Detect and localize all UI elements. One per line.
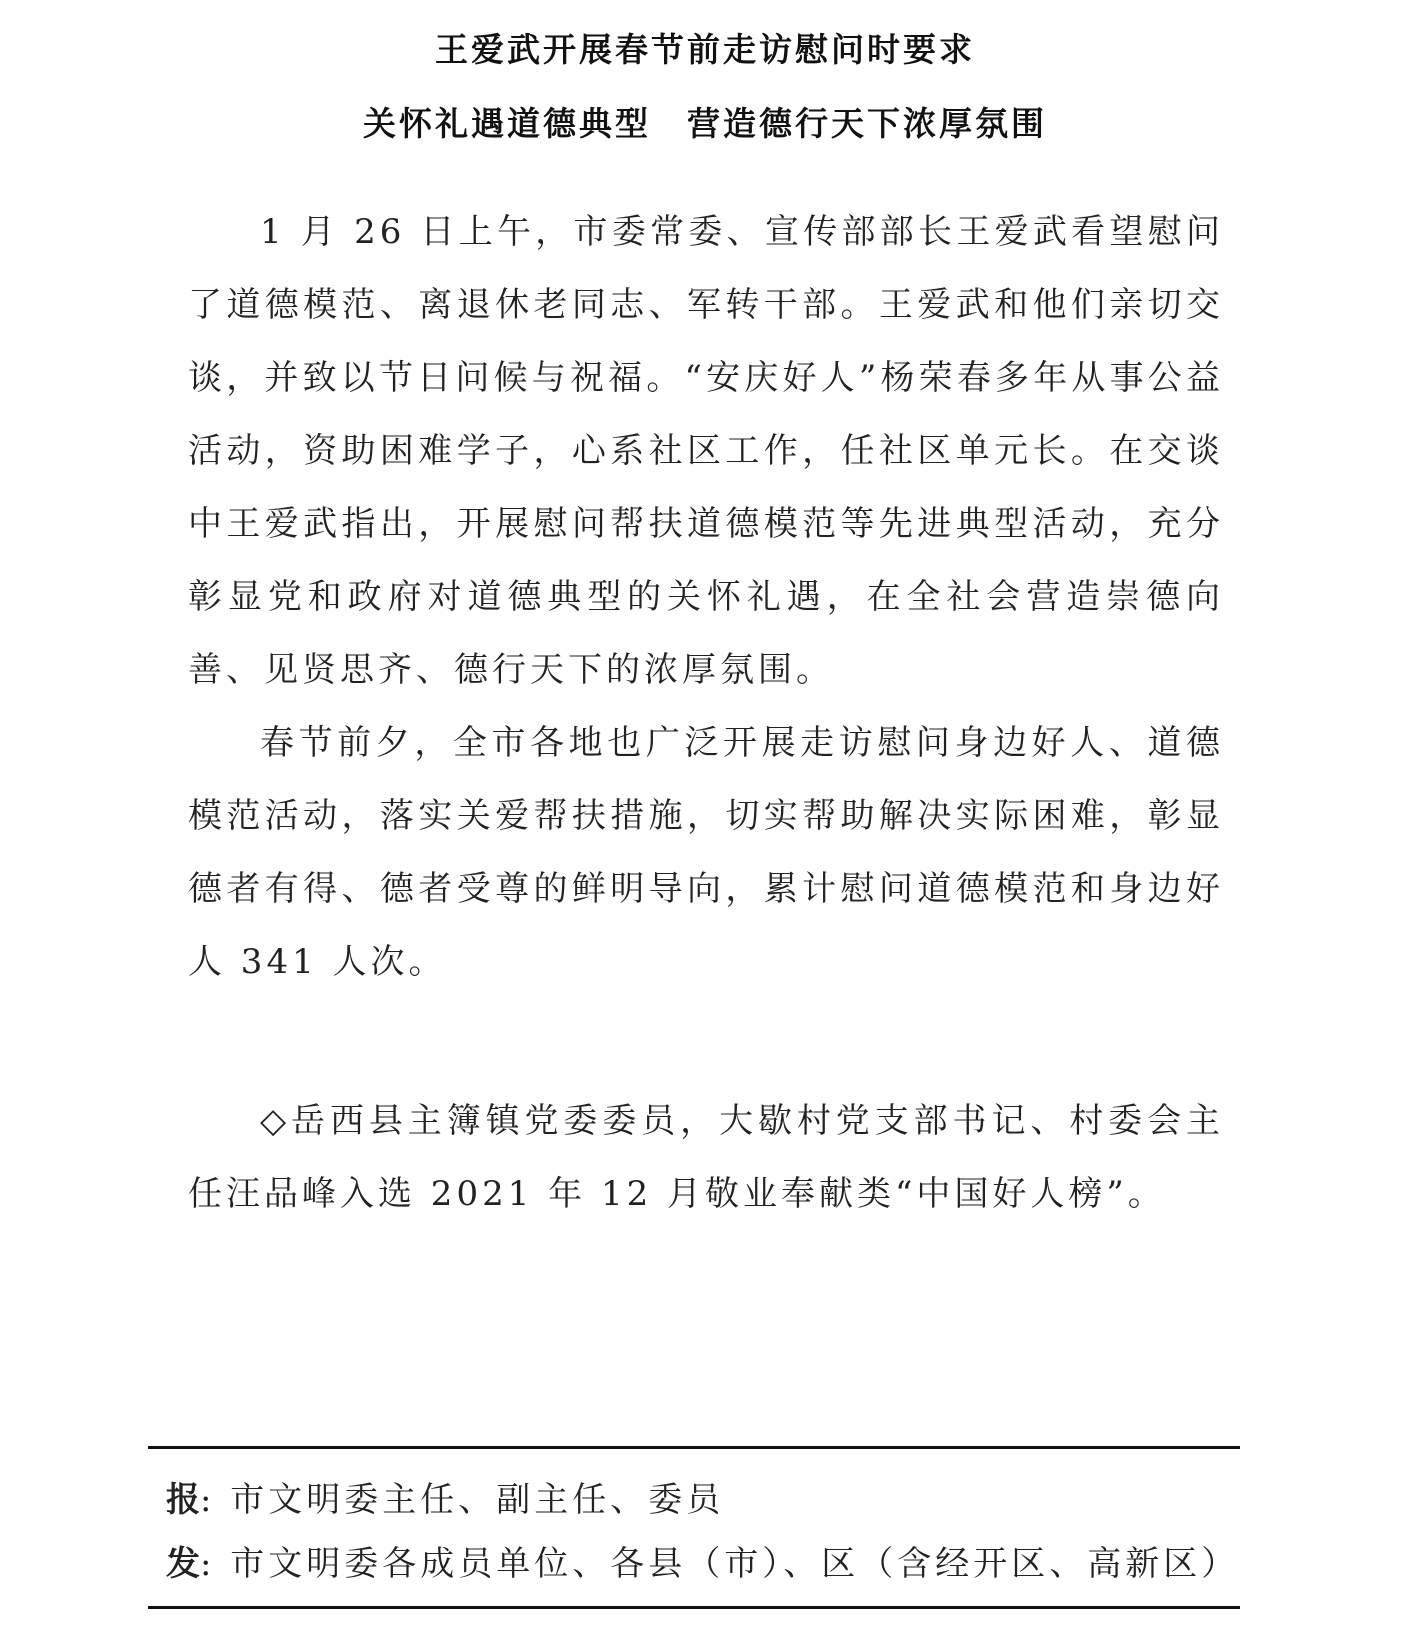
document-title-line-1: 王爱武开展春节前走访慰问时要求 xyxy=(435,30,975,69)
footer-report-line xyxy=(166,1472,724,1521)
footer-send-line xyxy=(166,1536,1239,1585)
send-label: 发 xyxy=(166,1544,200,1584)
footer-top-rule xyxy=(148,1446,1240,1449)
paragraph-visit: 1 月 26 日上午，市委常委、宣传部部长王爱武看望慰问了道德模范、离退休老同志、军转干部。王爱武和他们亲切交谈，并致以节日问候与祝福。“安庆好人”杨荣春多年从事公益活动，资助困难学子，心系社区工作，任社区单元长。在交谈中王爱武指出，开展慰问帮扶道德模范等先进典型活动，充分彰显党和政府对道德典型的关怀礼遇，在全社会营造崇德向善、见贤思齐、德行天下的浓厚氛围。 xyxy=(188,212,1224,690)
footer-bottom-rule xyxy=(148,1606,1240,1609)
article-body xyxy=(188,196,1224,999)
report-label: 报 xyxy=(166,1480,200,1520)
notice-paragraph: ◇岳西县主簿镇党委委员，大歇村党支部书记、村委会主任汪品峰入选 2021 年 12 月敬业奉献类“中国好人榜”。 xyxy=(188,1101,1224,1214)
report-recipients: 市文明委主任、副主任、委员 xyxy=(230,1480,725,1520)
document-title-line-2: 关怀礼遇道德典型 营造德行天下浓厚氛围 xyxy=(363,104,1047,143)
notice-block xyxy=(188,1085,1224,1231)
report-separator: : xyxy=(200,1480,216,1520)
send-separator: : xyxy=(200,1544,216,1584)
send-recipients: 市文明委各成员单位、各县（市）、区（含经开区、高新区） xyxy=(230,1544,1240,1584)
paragraph-city-wide: 春节前夕，全市各地也广泛开展走访慰问身边好人、道德模范活动，落实关爱帮扶措施，切实帮助解决实际困难，彰显德者有得、德者受尊的鲜明导向，累计慰问道德模范和身边好人 341 人次。 xyxy=(188,723,1224,982)
